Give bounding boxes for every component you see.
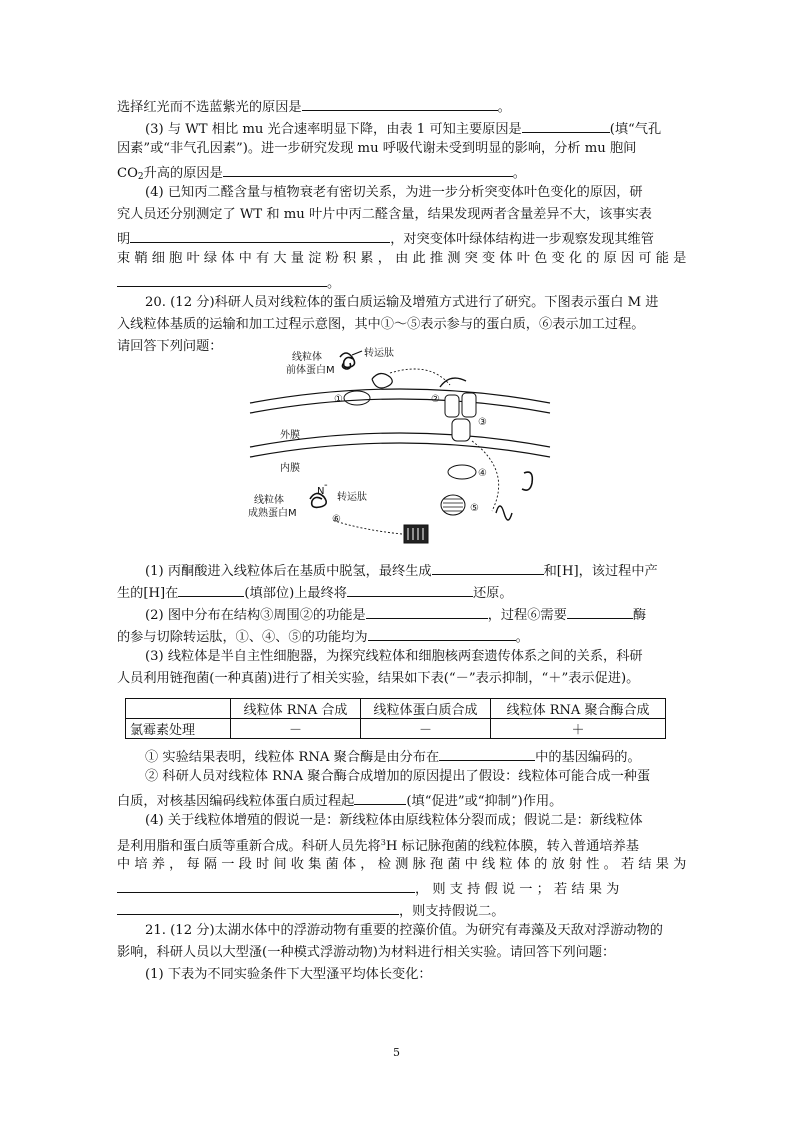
- table-header-cell: 线粒体 RNA 合成: [231, 699, 361, 719]
- text: 束 鞘 细 胞 叶 绿 体 中 有 大 量 淀 粉 积 累 ， 由 此 推 测 突 变 体 叶 色 变 化 的 原 因 可 能 是: [117, 251, 687, 266]
- text: 21. (12 分)太湖水体中的浮游动物有重要的控藻价值。为研究有毒藻及天敌对浮游动物的: [145, 923, 663, 938]
- text: 中 培 养 ， 每 隔 一 段 时 间 收 集 菌 体 ， 检 测 脉 孢 菌 中 线 粒 体 的 放 射 性 。 若 结 果 为: [117, 857, 687, 872]
- q20-p4-line-5: [117, 900, 505, 921]
- answer-blank: [117, 272, 327, 287]
- outer-membrane-upper: [250, 389, 550, 403]
- answer-blank: [368, 626, 516, 641]
- answer-blank: [432, 560, 544, 575]
- text: 因素”或“非气孔因素”)。进一步研究发现 mu 呼吸代谢未受到明显的影响，分析 mu 胞间: [117, 141, 637, 156]
- table-cell: －: [231, 719, 361, 739]
- text: 。: [327, 276, 341, 291]
- q19-line-0: [117, 96, 511, 117]
- text: 20. (12 分)科研人员对线粒体的蛋白质运输及增殖方式进行了研究。下图表示蛋白 M 进: [145, 295, 659, 310]
- q20-p1-line-1: [145, 560, 658, 581]
- answer-blank: [366, 604, 488, 619]
- mitochondria-transport-diagram: [240, 345, 560, 545]
- q19-line-7: [117, 250, 686, 268]
- chaperone-shape: [372, 373, 392, 388]
- subscript: 2: [137, 172, 144, 182]
- text: ， 则 支 持 假 说 一 ； 若 结 果 为: [415, 882, 620, 897]
- text: 升高的原因是: [143, 166, 223, 181]
- answer-blank: [439, 746, 535, 761]
- table-header-cell: [126, 699, 231, 719]
- text: 人员利用链孢菌(一种真菌)进行了相关实验，结果如下表(“－”表示抑制，“＋”表示促进)。: [117, 671, 640, 686]
- q19-line-4: [145, 184, 643, 202]
- q20-p4-line-4: [117, 878, 619, 899]
- q21-line-2: [117, 944, 615, 962]
- text: 。: [515, 630, 529, 645]
- answer-blank: [130, 228, 390, 243]
- table-cell: ＋: [491, 719, 666, 739]
- label-outer-membrane: 外膜: [280, 430, 300, 441]
- label-4: ④: [478, 468, 487, 479]
- text: 的参与切除转运肽，①、④、⑤的功能均为: [117, 630, 368, 645]
- q19-line-6: [117, 228, 654, 249]
- answer-blank: [567, 604, 633, 619]
- q19-line-1: [145, 118, 661, 139]
- q21-line-3: [145, 966, 432, 984]
- label-mature-2: 成熟蛋白M: [248, 508, 297, 519]
- q20-p3-line-5: [117, 790, 562, 811]
- q20-line-3: [117, 338, 223, 356]
- q21-line-1: [145, 922, 663, 940]
- text: ，过程⑥需要: [487, 608, 567, 623]
- table-row: [126, 719, 666, 739]
- protein-4-shape: [448, 465, 476, 479]
- text: ，则支持假说二。: [399, 904, 505, 919]
- q19-line-5: [117, 206, 652, 224]
- label-1: ①: [334, 394, 343, 405]
- q20-p1-line-2: [117, 582, 513, 603]
- text: 生的[H]在: [117, 586, 179, 601]
- label-6: ⑥: [332, 514, 341, 525]
- q20-p3-line-2: [117, 670, 639, 688]
- label-precursor-2: 前体蛋白M: [286, 365, 335, 376]
- q20-p4-line-1: [145, 812, 643, 830]
- text: 请回答下列问题：: [117, 339, 223, 354]
- q20-p3-line-4: [145, 768, 650, 786]
- label-2: ②: [431, 394, 440, 405]
- page-number: 5: [393, 1046, 400, 1059]
- q20-p4-line-3: [117, 856, 686, 874]
- text: (2) 图中分布在结构③周围②的功能是: [145, 608, 366, 623]
- text: 明: [117, 232, 131, 247]
- text: 。: [512, 166, 526, 181]
- label-3: ③: [478, 417, 487, 428]
- text: 选择红光而不选蓝紫光的原因是: [117, 100, 302, 115]
- answer-blank: [302, 96, 498, 111]
- text: 影响，科研人员以大型溞(一种模式浮游动物)为材料进行相关实验。请回答下列问题：: [117, 945, 616, 960]
- answer-blank: [117, 900, 399, 915]
- table-cell: －: [360, 719, 490, 739]
- text: ② 科研人员对线粒体 RNA 聚合酶合成增加的原因提出了假设：线粒体可能合成一种蛋: [145, 769, 651, 784]
- text: 。: [497, 100, 511, 115]
- text: 酶: [632, 608, 646, 623]
- table-header-cell: 线粒体 RNA 聚合酶合成: [491, 699, 666, 719]
- translocator-complex-icon: [440, 378, 476, 441]
- table-row-label: 氯霉素处理: [126, 719, 231, 739]
- text: ，对突变体叶绿体结构进一步观察发现其维管: [390, 232, 654, 247]
- answer-blank: [117, 878, 415, 893]
- text: 究人员还分别测定了 WT 和 mu 叶片中丙二醛含量，结果发现两者含量差异不大，该事实表: [117, 207, 652, 222]
- text: 白质，对核基因编码线粒体蛋白质过程起: [117, 794, 355, 809]
- text: H 标记脉孢菌的线粒体膜，转入普通培养基: [385, 839, 639, 854]
- q20-p2-line-2: [117, 626, 529, 647]
- text: 还原。: [472, 586, 513, 601]
- q20-p4-line-2: [117, 834, 639, 856]
- hook-shape: [522, 472, 532, 490]
- label-transit-peptide-2: 转运肽: [337, 492, 367, 503]
- text: ① 实验结果表明，线粒体 RNA 聚合酶是由分布在: [145, 750, 440, 765]
- answer-blank: [354, 790, 406, 805]
- text: 和[H]，该过程中产: [543, 564, 658, 579]
- superscript: 3: [380, 838, 386, 847]
- precursor-protein-icon: [340, 351, 362, 369]
- arrow-left: [332, 520, 402, 534]
- q20-p3-line-1: [145, 648, 643, 666]
- answer-blank: [223, 162, 513, 177]
- q20-p2-line-1: [145, 604, 646, 625]
- q20-p3-line-3: [145, 746, 641, 767]
- q20-line-1: [145, 294, 659, 312]
- q19-line-8: [117, 272, 340, 293]
- text: (填部位)上最终将: [244, 586, 347, 601]
- answer-blank: [178, 582, 244, 597]
- label-transit-peptide: 转运肽: [364, 348, 394, 359]
- text: (4) 已知丙二醛含量与植物衰老有密切关系，为进一步分析突变体叶色变化的原因，研: [145, 185, 643, 200]
- label-n-term: N: [317, 486, 325, 497]
- label-mature-1: 线粒体: [254, 495, 284, 506]
- label-5: ⑤: [470, 503, 479, 514]
- text: 是利用脂和蛋白质等重新合成。科研人员先将: [117, 839, 381, 854]
- text: (3) 与 WT 相比 mu 光合速率明显下降，由表 1 可知主要原因是: [145, 122, 522, 137]
- text: (3) 线粒体是半自主性细胞器，为探究线粒体和细胞核两套遗传体系之间的关系，科研: [145, 649, 643, 664]
- wave-shape: [496, 506, 512, 520]
- text: 入线粒体基质的运输和加工过程示意图，其中①～⑤表示参与的蛋白质，⑥表示加工过程。: [117, 317, 645, 332]
- label-precursor-1: 线粒体: [292, 352, 322, 363]
- q19-line-2: [117, 140, 636, 158]
- label-n-sup: -: [324, 480, 328, 491]
- label-inner-membrane: 内膜: [280, 463, 300, 474]
- inner-membrane-lower: [250, 443, 550, 457]
- answer-blank: [347, 582, 473, 597]
- experiment-result-table: [125, 698, 666, 739]
- text: (填“气孔: [609, 122, 662, 137]
- answer-blank: [522, 118, 610, 133]
- text: (1) 丙酮酸进入线粒体后在基质中脱氢，最终生成: [145, 564, 432, 579]
- table-header-cell: 线粒体蛋白质合成: [360, 699, 490, 719]
- text: (1) 下表为不同实验条件下大型溞平均体长变化：: [145, 967, 432, 982]
- text: 中的基因编码的。: [535, 750, 641, 765]
- text: (4) 关于线粒体增殖的假说一是：新线粒体由原线粒体分裂而成；假说二是：新线粒体: [145, 813, 643, 828]
- protein-1-shape: [344, 391, 370, 405]
- protein-5-icon: [441, 495, 465, 515]
- outer-membrane-lower: [250, 399, 550, 413]
- arrow-precursor: [390, 369, 450, 385]
- chaperonin-icon: [404, 525, 428, 543]
- text: CO: [117, 166, 138, 181]
- text: (填“促进”或“抑制”)作用。: [406, 794, 563, 809]
- q20-line-2: [117, 316, 645, 334]
- q19-line-3: [117, 162, 526, 186]
- table-header-row: [126, 699, 666, 719]
